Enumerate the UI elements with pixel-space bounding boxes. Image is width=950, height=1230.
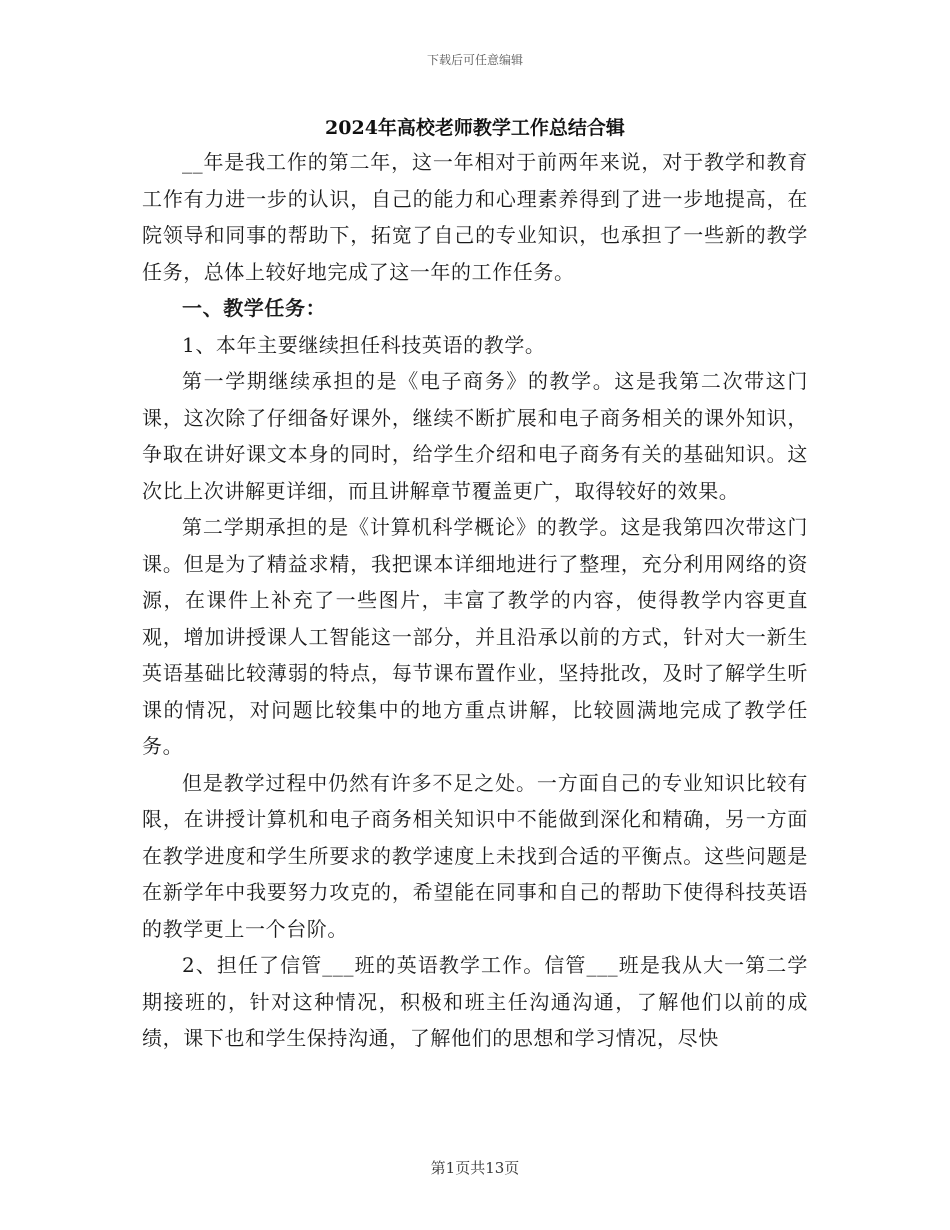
paragraph-shortcomings: 但是教学过程中仍然有许多不足之处。一方面自己的专业知识比较有限，在讲授计算机和电子商务相关知识中不能做到深化和精确，另一方面在教学进度和学生所要求的教学速度上未找到合适的平衡点。这些问题是在新学年中我要努力攻克的，希望能在同事和自己的帮助下使得科技英语的教学更上一个台阶。	[142, 770, 808, 941]
document-title: 2024年高校老师教学工作总结合辑	[325, 117, 625, 139]
document-body	[142, 144, 808, 1057]
paragraph-first-semester: 第一学期继续承担的是《电子商务》的教学。这是我第二次带这门课，这次除了仔细备好课外，继续不断扩展和电子商务相关的课外知识，争取在讲好课文本身的同时，给学生介绍和电子商务有关的基础知识。这次比上次讲解更详细，而且讲解章节覆盖更广，取得较好的效果。	[142, 369, 808, 503]
paragraph-intro: __年是我工作的第二年，这一年相对于前两年来说，对于教学和教育工作有力进一步的认识，自己的能力和心理素养得到了进一步地提高，在院领导和同事的帮助下，拓宽了自己的专业知识，也承担了一些新的教学任务，总体上较好地完成了这一年的工作任务。	[142, 150, 808, 284]
page-header-note: 下载后可任意编辑	[426, 53, 523, 67]
section-heading-teaching-tasks: 一、教学任务：	[182, 296, 327, 320]
page-footer-number: 第1页共13页	[430, 1159, 520, 1177]
paragraph-item-1: 1、本年主要继续担任科技英语的教学。	[182, 332, 546, 357]
paragraph-item-2: 2、担任了信管___班的英语教学工作。信管___班是我从大一第二学期接班的，针对这种情况，积极和班主任沟通沟通，了解他们以前的成绩，课下也和学生保持沟通，了解他们的思想和学习情况，尽快	[142, 953, 808, 1050]
paragraph-second-semester: 第二学期承担的是《计算机科学概论》的教学。这是我第四次带这门课。但是为了精益求精，我把课本详细地进行了整理，充分利用网络的资源，在课件上补充了一些图片，丰富了教学的内容，使得教学内容更直观，增加讲授课人工智能这一部分，并且沿承以前的方式，针对大一新生英语基础比较薄弱的特点，每节课布置作业，坚持批改，及时了解学生听课的情况，对问题比较集中的地方重点讲解，比较圆满地完成了教学任务。	[142, 515, 808, 758]
